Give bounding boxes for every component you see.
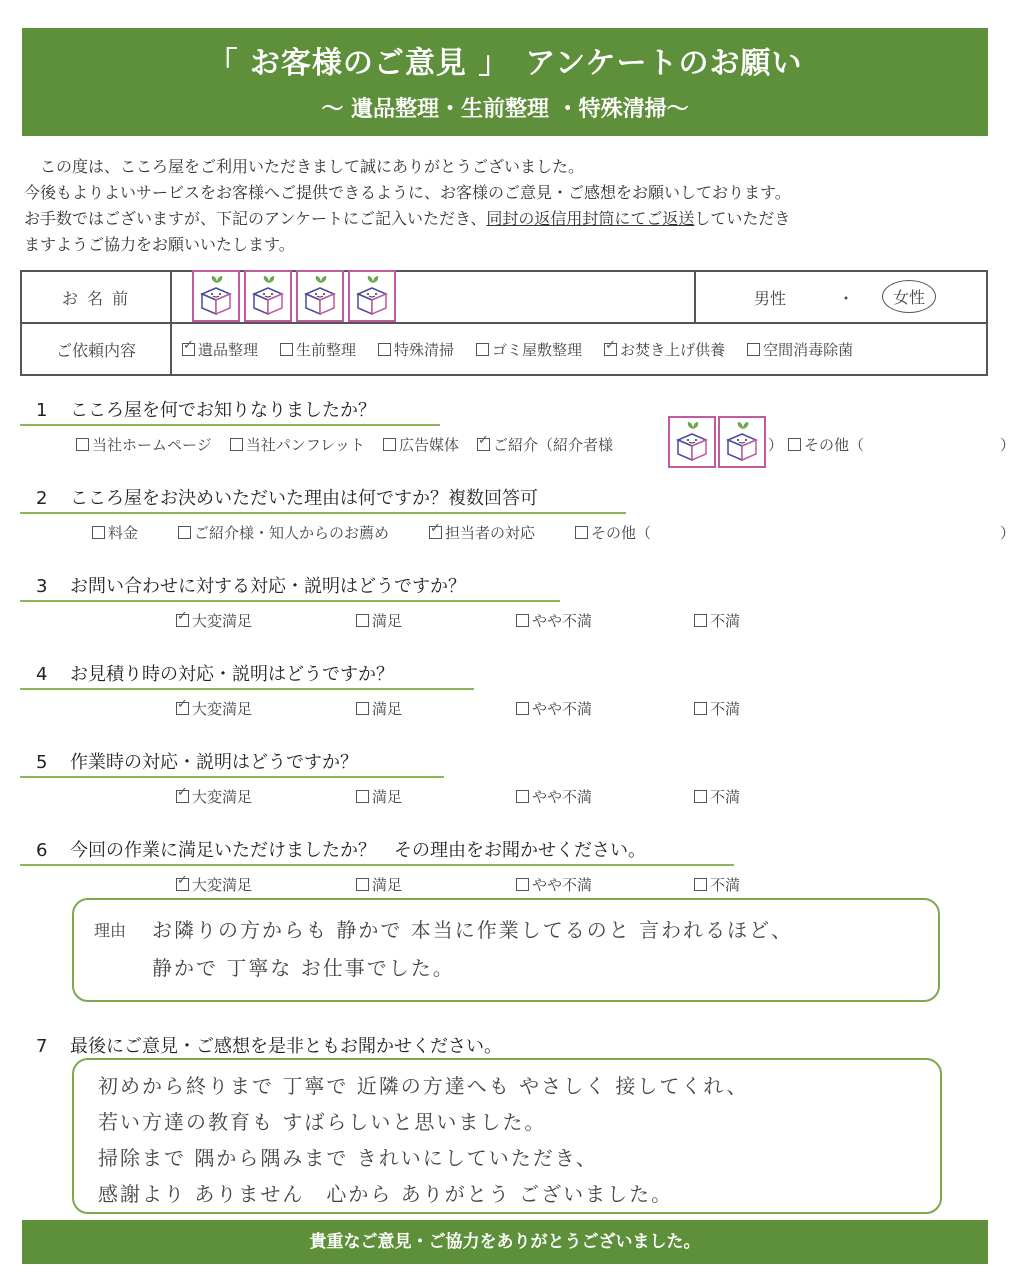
checkbox[interactable] xyxy=(575,526,588,539)
question-2-text: こころ屋をお決めいただいた理由は何ですか？複数回答可 xyxy=(70,488,538,509)
question-3-text: お問い合わせに対する対応・説明はどうですか？ xyxy=(70,576,466,597)
checkbox[interactable] xyxy=(182,343,195,356)
q3-option-3[interactable] xyxy=(694,610,740,631)
option-label: やや不満 xyxy=(532,876,593,894)
option-label: その他（ xyxy=(591,524,652,542)
intro-line-1: この度は、こころ屋をご利用いただきまして誠にありがとうございました。 xyxy=(40,157,585,176)
comment-line-2: 若い方達の教育も すばらしいと思いました。 xyxy=(98,1110,547,1134)
request-option-5[interactable] xyxy=(747,339,853,360)
q4-option-1[interactable] xyxy=(356,698,402,719)
gender-female[interactable]: 女性 xyxy=(882,280,936,313)
request-option-3[interactable] xyxy=(476,339,582,360)
option-label: 空間消毒除菌 xyxy=(763,340,854,359)
option-label: やや不満 xyxy=(532,700,593,718)
reason-line-1: お隣りの方からも 静かで 本当に作業してるのと 言われるほど、 xyxy=(152,918,794,942)
option-label: 遺品整理 xyxy=(198,340,259,359)
checkbox[interactable] xyxy=(476,343,489,356)
header-banner xyxy=(22,28,988,136)
question-5-text: 作業時の対応・説明はどうですか？ xyxy=(70,752,358,773)
q5-option-3[interactable] xyxy=(694,786,740,807)
request-option-0[interactable] xyxy=(182,339,258,360)
q6-option-3[interactable] xyxy=(694,874,740,895)
option-label: ご紹介（紹介者様 xyxy=(492,436,613,454)
redaction-mark-icon xyxy=(244,270,292,322)
q1-option-0[interactable] xyxy=(76,434,212,455)
question-1-underline xyxy=(20,424,440,426)
q5-option-1[interactable] xyxy=(356,786,402,807)
checkbox[interactable] xyxy=(378,343,391,356)
q1-option-2[interactable] xyxy=(383,434,459,455)
redaction-mark-icon xyxy=(192,270,240,322)
option-label: 満足 xyxy=(372,612,403,630)
question-7-text: 最後にご意見・ご感想を是非ともお聞かせください。 xyxy=(70,1036,502,1057)
redaction-mark-icon xyxy=(718,416,766,468)
gender-field[interactable] xyxy=(695,271,987,323)
checkbox[interactable] xyxy=(356,702,369,715)
question-5: 5 作業時の対応・説明はどうですか？ xyxy=(36,752,358,773)
question-3: 3 お問い合わせに対する対応・説明はどうですか？ xyxy=(36,576,466,597)
checkbox[interactable] xyxy=(92,526,105,539)
q4-option-3[interactable] xyxy=(694,698,740,719)
customer-info-table xyxy=(20,270,988,376)
question-2-options xyxy=(92,522,651,543)
redaction-mark-icon xyxy=(296,270,344,322)
request-label: ご依頼内容 xyxy=(21,323,171,375)
q2-option-0[interactable] xyxy=(92,522,138,543)
option-label: やや不満 xyxy=(532,788,593,806)
comment-line-4: 感謝より ありません 心から ありがとう ございました。 xyxy=(98,1182,674,1206)
option-label: やや不満 xyxy=(532,612,593,630)
footer-banner: 貴重なご意見・ご協力をありがとうございました。 xyxy=(22,1220,988,1264)
q2-option-3[interactable] xyxy=(575,522,651,543)
checkbox[interactable] xyxy=(356,790,369,803)
checkbox[interactable] xyxy=(176,702,189,715)
question-6-underline xyxy=(20,864,734,866)
question-1-text: こころ屋を何でお知りなりましたか？ xyxy=(70,400,376,421)
request-options-list xyxy=(172,339,986,360)
comment-line-1: 初めから終りまで 丁寧で 近隣の方達へも やさしく 接してくれ、 xyxy=(98,1074,749,1098)
q2-option-2[interactable] xyxy=(429,522,535,543)
option-label: 不満 xyxy=(710,788,741,806)
checkbox[interactable] xyxy=(516,614,529,627)
checkbox[interactable] xyxy=(477,438,490,451)
question-1-other-close: ） xyxy=(1000,436,1016,454)
q5-option-2[interactable] xyxy=(516,786,592,807)
checkbox[interactable] xyxy=(356,614,369,627)
option-label: 大変満足 xyxy=(192,612,253,630)
option-label: 生前整理 xyxy=(296,340,357,359)
gender-male[interactable]: 男性 xyxy=(754,289,787,308)
option-label: ゴミ屋敷整理 xyxy=(492,340,583,359)
option-label: 大変満足 xyxy=(192,700,253,718)
question-6: 6 今回の作業に満足いただけましたか？ その理由をお聞かせください。 xyxy=(36,840,646,861)
checkbox[interactable] xyxy=(230,438,243,451)
question-1: 1 こころ屋を何でお知りなりましたか？ xyxy=(36,400,376,421)
intro-line-4: ますようご協力をお願いいたします。 xyxy=(24,235,295,254)
option-label: 不満 xyxy=(710,876,741,894)
comment-line-3: 掃除まで 隅から隅みまで きれいにしていただき、 xyxy=(98,1146,598,1170)
question-1-close-paren: ） xyxy=(768,436,784,454)
request-option-2[interactable] xyxy=(378,339,454,360)
redaction-mark-icon xyxy=(348,270,396,322)
q3-option-1[interactable] xyxy=(356,610,402,631)
q3-option-0[interactable] xyxy=(176,610,252,631)
question-1-other[interactable]: その他（ xyxy=(788,434,864,455)
intro-text xyxy=(24,154,984,258)
question-6-text: 今回の作業に満足いただけましたか？ その理由をお聞かせください。 xyxy=(70,840,646,861)
option-label: 不満 xyxy=(710,700,741,718)
reason-label: 理由 xyxy=(94,921,127,940)
option-label: ご紹介様・知人からのお薦め xyxy=(194,524,390,542)
option-label: 満足 xyxy=(372,788,403,806)
checkbox[interactable] xyxy=(178,526,191,539)
checkbox[interactable] xyxy=(76,438,89,451)
comment-box[interactable] xyxy=(72,1058,942,1214)
option-label: 満足 xyxy=(372,700,403,718)
question-4: 4 お見積り時の対応・説明はどうですか？ xyxy=(36,664,394,685)
survey-subtitle: 〜 遺品整理・生前整理 ・特殊清掃〜 xyxy=(321,97,689,122)
q1-option-1[interactable] xyxy=(230,434,365,455)
request-options xyxy=(171,323,987,375)
q3-option-2[interactable] xyxy=(516,610,592,631)
checkbox[interactable] xyxy=(747,343,760,356)
checkbox[interactable] xyxy=(694,878,707,891)
option-label: 大変満足 xyxy=(192,876,253,894)
question-1-options xyxy=(76,434,613,455)
option-label: 不満 xyxy=(710,612,741,630)
option-label: お焚き上げ供養 xyxy=(620,340,726,359)
option-label: 担当者の対応 xyxy=(445,524,536,542)
checkbox[interactable] xyxy=(694,614,707,627)
question-4-text: お見積り時の対応・説明はどうですか？ xyxy=(70,664,394,685)
checkbox[interactable] xyxy=(383,438,396,451)
checkbox[interactable] xyxy=(694,790,707,803)
option-label: 当社パンフレット xyxy=(245,436,365,454)
survey-title: 「 お客様のご意見 」 アンケートのお願い xyxy=(207,46,803,81)
question-7: 7 最後にご意見・ご感想を是非ともお聞かせください。 xyxy=(36,1036,502,1057)
checkbox[interactable] xyxy=(604,343,617,356)
q6-option-0[interactable] xyxy=(176,874,252,895)
name-label: お 名 前 xyxy=(21,271,171,323)
intro-line-2: 今後もよりよいサービスをお客様へご提供できるように、お客様のご意見・ご感想をお願いしております。 xyxy=(24,183,791,202)
q2-option-1[interactable] xyxy=(178,522,389,543)
checkbox[interactable] xyxy=(176,878,189,891)
q4-option-2[interactable] xyxy=(516,698,592,719)
reason-box[interactable] xyxy=(72,898,940,1002)
checkbox[interactable] xyxy=(516,702,529,715)
request-option-4[interactable] xyxy=(604,339,725,360)
option-label: 大変満足 xyxy=(192,788,253,806)
question-2-close-paren: ） xyxy=(1000,524,1016,542)
checkbox[interactable] xyxy=(176,614,189,627)
checkbox[interactable] xyxy=(280,343,293,356)
question-4-underline xyxy=(20,688,474,690)
checkbox[interactable] xyxy=(516,790,529,803)
intro-line-3: お手数ではございますが、下記のアンケートにご記入いただき、同封の返信用封筒にてご返送していただき xyxy=(24,209,791,228)
checkbox[interactable] xyxy=(356,878,369,891)
q5-option-0[interactable] xyxy=(176,786,252,807)
question-2: 2 こころ屋をお決めいただいた理由は何ですか？複数回答可 xyxy=(36,488,538,509)
checkbox[interactable] xyxy=(429,526,442,539)
redaction-mark-icon xyxy=(668,416,716,468)
q4-option-0[interactable] xyxy=(176,698,252,719)
option-label: 広告媒体 xyxy=(398,436,459,454)
option-label: 当社ホームページ xyxy=(92,436,212,454)
q1-option-3[interactable] xyxy=(477,434,613,455)
q6-option-2[interactable] xyxy=(516,874,592,895)
checkbox[interactable] xyxy=(516,878,529,891)
question-3-underline xyxy=(20,600,560,602)
question-5-underline xyxy=(20,776,444,778)
option-label: 料金 xyxy=(108,524,139,542)
option-label: 満足 xyxy=(372,876,403,894)
gender-separator: ・ xyxy=(838,289,855,308)
option-label: 特殊清掃 xyxy=(394,340,455,359)
checkbox[interactable] xyxy=(694,702,707,715)
q6-option-1[interactable] xyxy=(356,874,402,895)
checkbox[interactable] xyxy=(176,790,189,803)
question-2-underline xyxy=(20,512,626,514)
request-option-1[interactable] xyxy=(280,339,356,360)
reason-line-2: 静かで 丁寧な お仕事でした。 xyxy=(152,956,455,980)
